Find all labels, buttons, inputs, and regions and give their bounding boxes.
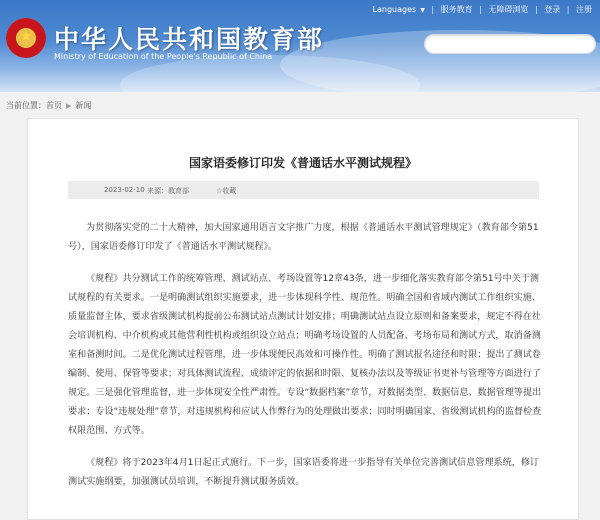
site-title[interactable]: 中华人民共和国教育部	[54, 25, 325, 54]
services-link[interactable]: 服务教育	[440, 5, 473, 14]
article-body	[68, 219, 543, 505]
search-input[interactable]	[433, 37, 573, 50]
register-link[interactable]: 注册	[576, 5, 592, 14]
star-icon: ☆	[216, 187, 223, 195]
site-header	[0, 0, 600, 92]
site-subtitle: Ministry of Education of the People's Republic of China	[54, 52, 273, 61]
article-meta-bar	[68, 181, 539, 199]
accessibility-link[interactable]: 无障碍浏览	[488, 5, 529, 14]
article-title: 国家语委修订印发《普通话水平测试规程》	[188, 156, 417, 170]
chevron-right-icon: ▶	[66, 102, 72, 110]
login-link[interactable]: 登录	[544, 5, 561, 14]
chevron-down-icon: ▼	[420, 7, 425, 14]
article-panel	[27, 118, 579, 520]
breadcrumb-home[interactable]: 首页	[46, 101, 62, 110]
breadcrumb-section[interactable]: 新闻	[75, 101, 92, 110]
article-source: 来源：教育部	[147, 187, 189, 195]
breadcrumb-label: 当前位置：	[6, 101, 46, 110]
breadcrumb	[6, 100, 91, 111]
search-box[interactable]	[424, 34, 596, 54]
favorite-button[interactable]: ☆收藏	[216, 187, 237, 195]
languages-link[interactable]: Languages	[372, 5, 417, 14]
article-date: 2023-02-10	[104, 186, 145, 194]
top-nav: Languages ▼ | 服务教育 | 无障碍浏览 | 登录 | 注册	[372, 5, 592, 14]
article-paragraph: 《规程》共分测试工作的统筹管理、测试站点、考场设置等12章43条，进一步细化落实教育部令第51号中关于测试规程的有关要求。一是明确测试组织实施要求，进一步体现科学性、规范性。明确全国和省域内测试工作组织实施、质量监督主体，要求省级测试机构提前公布测试站点测试计划安排；明确测试站点设立原则和备案要求，规定不得在社会培训机构、中介机构或其他营利性机构或组织设立站点；明确考场设置的人员配备、考场布局和测试方式，取消备测室和备测时间。二是优化测试过程管理，进一步体现便民高效和可操作性。明确了测试报名途径和时限；提出了测试卷编制、使用、保管等要求；对具体测试流程、成绩评定的依据和时限、复核办法以及等级证书更补与管理等方面进行了规定。三是强化管理监督，进一步体现安全性严肃性。专设“数据档案”章节，对数据类型、数据信息、数据管理等提出要求；专设“违规处理”章节，对违规机构和应试人作弊行为的处理做出要求；同时明确国家、省级测试机构的监督检查权限范围、方式等。	[68, 274, 542, 436]
article-paragraph: 《规程》将于2023年4月1日起正式施行。下一步，国家语委将进一步指导有关单位完善测试信息管理系统，修订测试实施纲要，加强测试员培训，不断提升测试服务质效。	[68, 458, 540, 487]
article-paragraph: 为贯彻落实党的二十大精神，加大国家通用语言文字推广力度，根据《普通话水平测试管理规定》（教育部令第51号），国家语委修订印发了《普通话水平测试规程》。	[68, 223, 539, 252]
national-emblem-icon[interactable]: ★	[6, 18, 46, 58]
